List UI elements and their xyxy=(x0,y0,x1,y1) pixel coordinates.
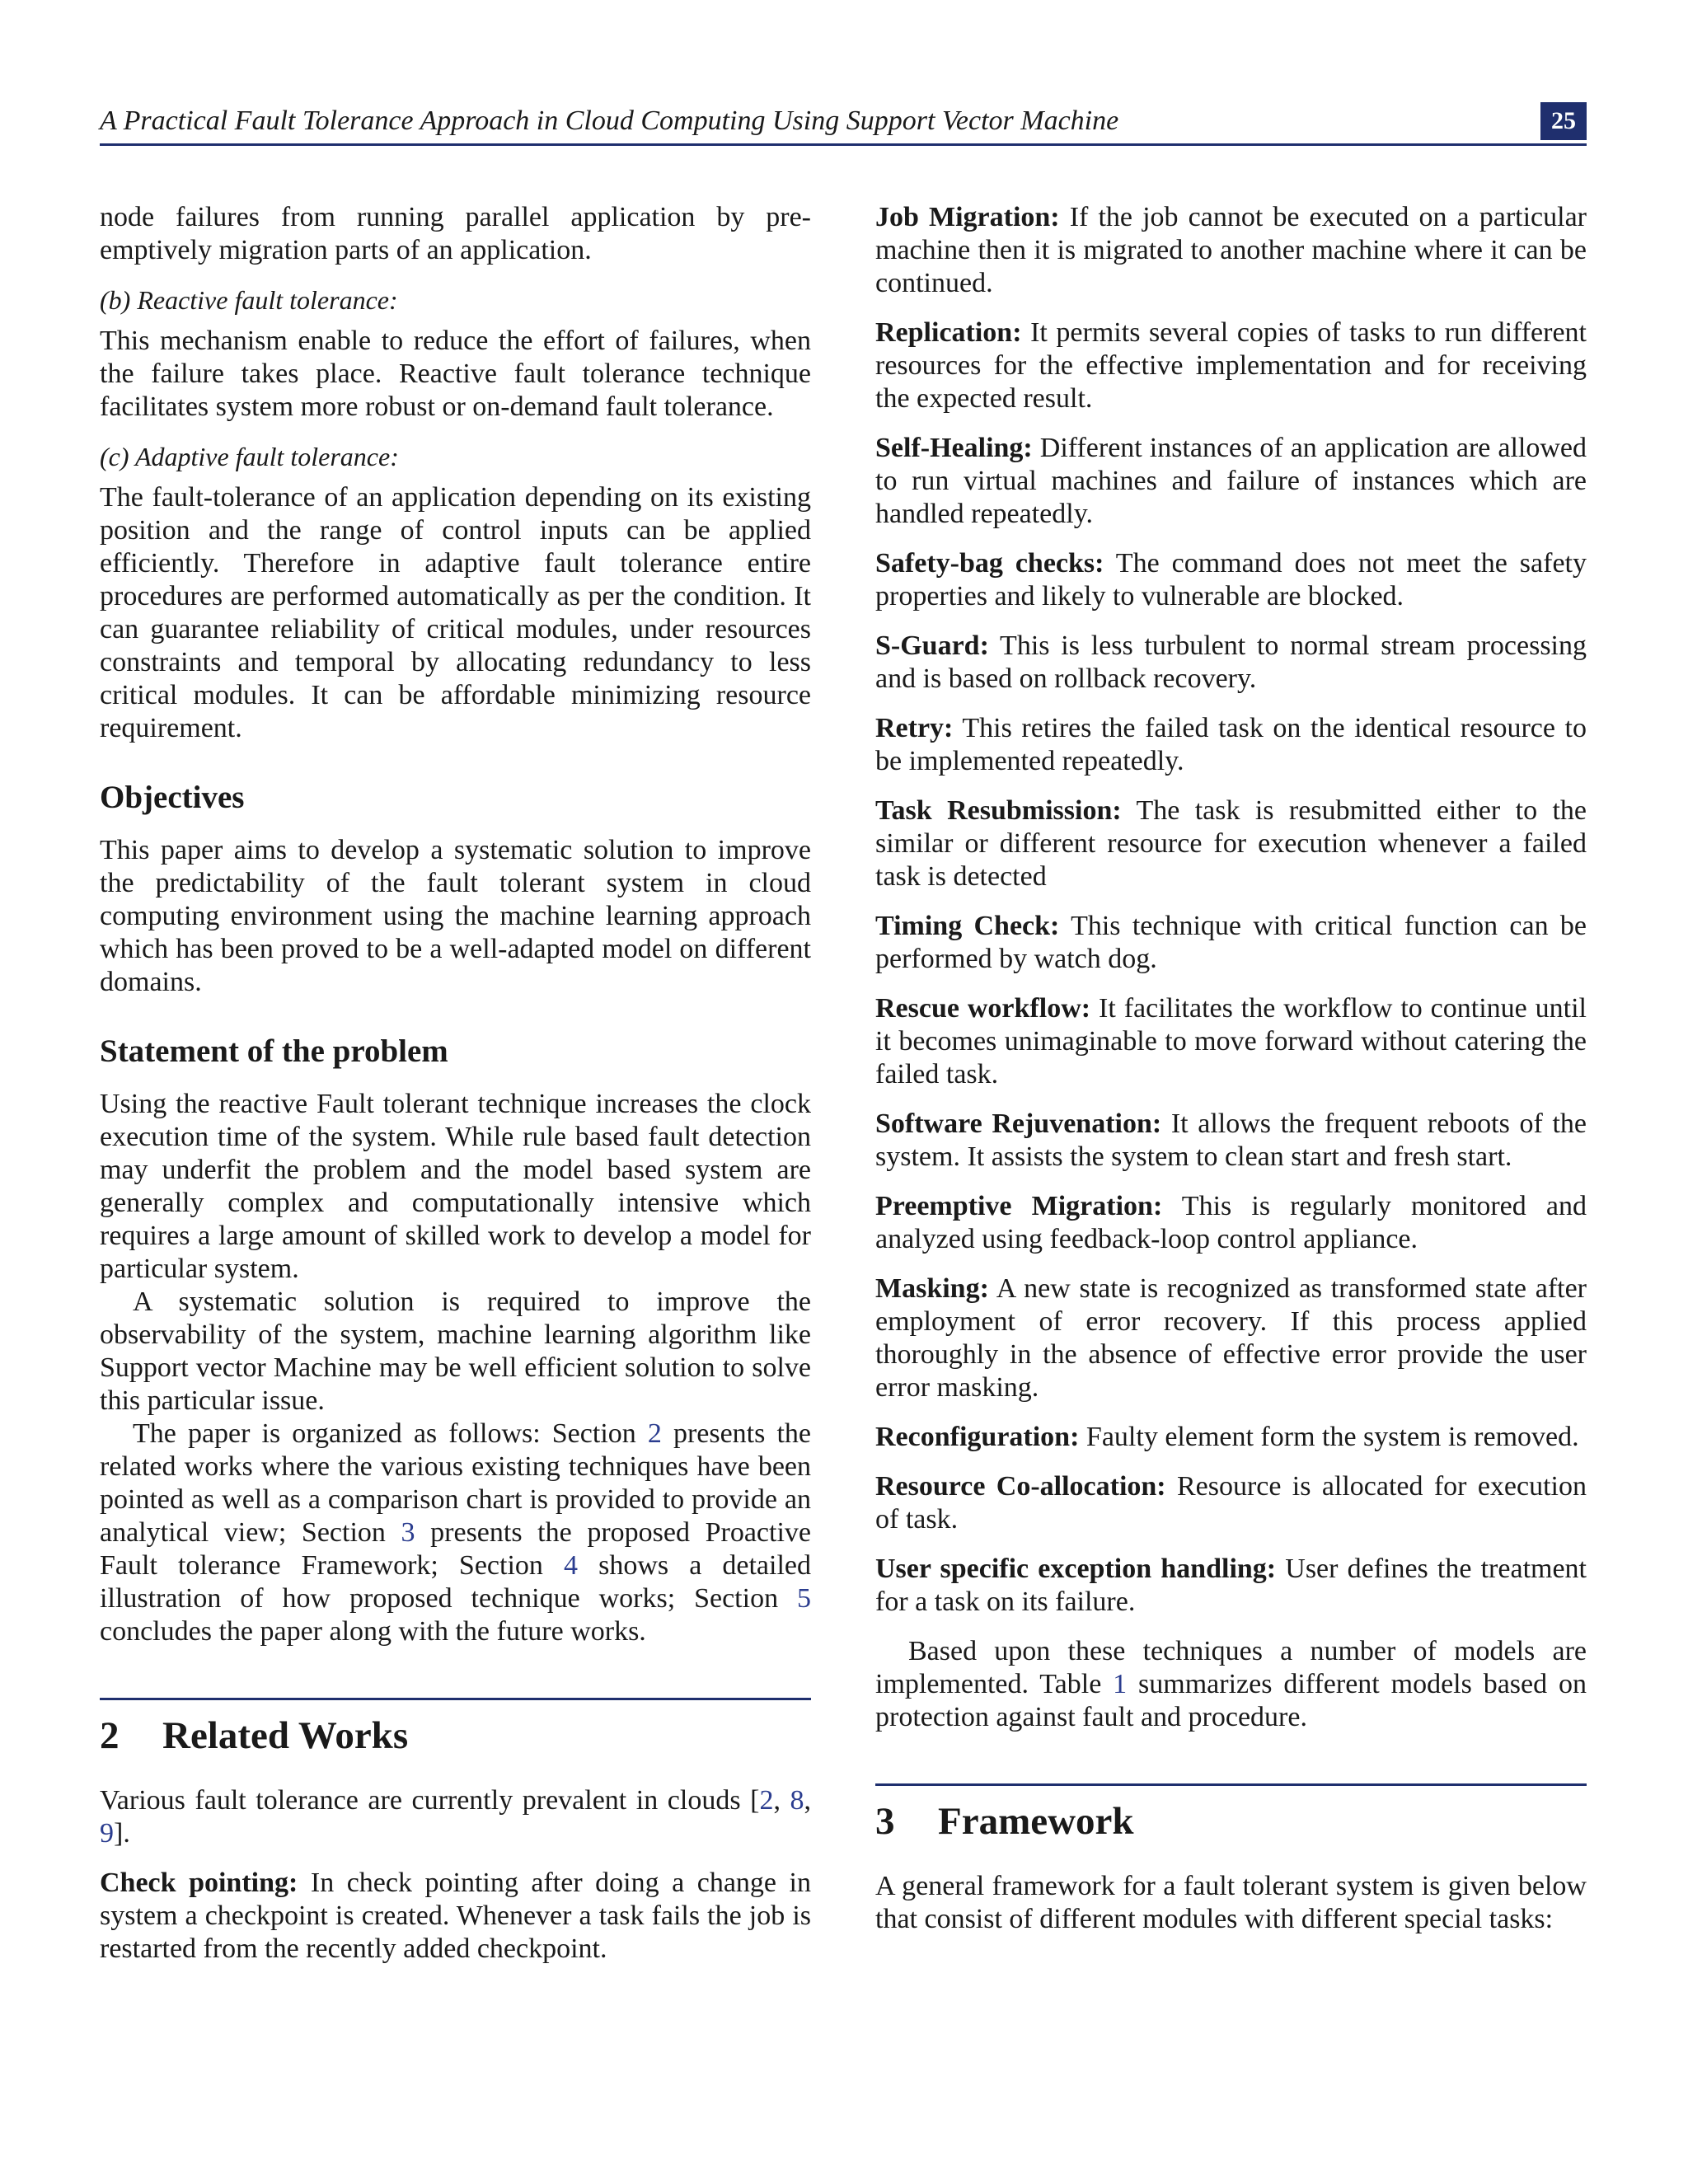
technique-term: Masking: xyxy=(875,1273,989,1304)
checkpointing-term: Check pointing: xyxy=(100,1868,298,1898)
technique-text: It permits several copies of tasks to run different resources for the effective implementation and for receiving the expected result. xyxy=(875,317,1587,414)
problem-heading: Statement of the problem xyxy=(100,1033,448,1069)
technique-text: This retires the failed task on the identical resource to be implemented repeatedly. xyxy=(875,713,1587,776)
org-text-3: presents the proposed Proactive Fault tolerance Framework; Section xyxy=(100,1517,811,1581)
section-number: 3 xyxy=(875,1800,895,1843)
technique-term: Self-Healing: xyxy=(875,433,1033,463)
right-column xyxy=(875,201,1587,1952)
technique-paragraph xyxy=(875,630,1587,696)
technique-term: S-Guard: xyxy=(875,630,989,661)
technique-text: It facilitates the workflow to continue until it becomes unimaginable to move forward without catering the failed task. xyxy=(875,993,1587,1090)
org-text-5: concludes the paper along with the future works. xyxy=(100,1616,646,1647)
framework-paragraph: A general framework for a fault tolerant system is given below that consist of different modules with different special tasks: xyxy=(875,1871,1587,1934)
reactive-subheading: (b) Reactive fault tolerance: xyxy=(100,285,398,315)
technique-term: User specific exception handling: xyxy=(875,1554,1277,1584)
problem-paragraph-1: Using the reactive Fault tolerant technique increases the clock execution time of the system. While rule based fault detection may underfit the problem and the model based system are generally complex and computationally intensive which requires a large amount of skilled work to develop a model for particular system. xyxy=(100,1089,811,1284)
technique-term: Software Rejuvenation: xyxy=(875,1108,1162,1139)
section-ref-3[interactable]: 3 xyxy=(401,1517,415,1548)
table-ref-1[interactable]: 1 xyxy=(1113,1669,1128,1699)
citation-2[interactable]: 2 xyxy=(759,1785,774,1816)
technique-paragraph xyxy=(875,1553,1587,1619)
checkpointing-text: In check pointing after doing a change in system a checkpoint is created. Whenever a task fails the job is restarted from the recently added checkpoint. xyxy=(100,1868,811,1964)
objectives-heading: Objectives xyxy=(100,780,245,815)
section-number: 2 xyxy=(100,1714,120,1757)
adaptive-paragraph: The fault-tolerance of an application depending on its existing position and the range of control inputs can be applied efficiently. Therefore in adaptive fault tolerance entire procedures are performed automatically as per the condition. It can guarantee reliability of critical modules, under resources constraints and temporal by allocating redundancy to less critical modules. It can be affordable minimizing resource requirement. xyxy=(100,482,811,743)
related-works-section xyxy=(100,1698,811,1760)
technique-paragraph xyxy=(875,712,1587,778)
technique-text: It allows the frequent reboots of the system. It assists the system to clean start and fresh start. xyxy=(875,1108,1587,1172)
technique-paragraph xyxy=(875,992,1587,1091)
problem-paragraph-2: A systematic solution is required to improve the observability of the system, machine learning algorithm like Support vector Machine may be well efficient solution to solve this particular issue. xyxy=(100,1286,811,1416)
technique-term: Retry: xyxy=(875,713,954,743)
page-number: 25 xyxy=(1540,102,1587,140)
technique-term: Resource Co-allocation: xyxy=(875,1471,1166,1502)
running-header xyxy=(100,104,1587,146)
technique-text: The command does not meet the safety properties and likely to vulnerable are blocked. xyxy=(875,548,1587,612)
section-title: Related Works xyxy=(162,1714,409,1757)
citation-8[interactable]: 8 xyxy=(790,1785,804,1816)
technique-text: The task is resubmitted either to the similar or different resource for execution whenever a failed task is detected xyxy=(875,795,1587,892)
technique-paragraph xyxy=(875,1108,1587,1174)
technique-paragraph xyxy=(875,316,1587,415)
technique-term: Safety-bag checks: xyxy=(875,548,1104,579)
technique-paragraph xyxy=(875,794,1587,893)
technique-text: This is less turbulent to normal stream processing and is based on rollback recovery. xyxy=(875,630,1587,694)
reactive-paragraph: This mechanism enable to reduce the effort of failures, when the failure takes place. Reactive fault tolerance technique facilitates system more robust or on-demand fault tolerance. xyxy=(100,326,811,422)
technique-paragraph xyxy=(875,1470,1587,1536)
related-works-heading xyxy=(100,1712,811,1760)
models-paragraph: Based upon these techniques a number of models are implemented. Table 1 summarizes different models based on protection against fault and procedure. xyxy=(875,1636,1587,1732)
technique-paragraph xyxy=(875,910,1587,976)
section-title: Framework xyxy=(938,1800,1134,1843)
checkpointing-paragraph xyxy=(100,1867,811,1966)
section-ref-4[interactable]: 4 xyxy=(564,1550,579,1581)
section-ref-2[interactable]: 2 xyxy=(647,1418,662,1449)
technique-paragraph xyxy=(875,547,1587,613)
technique-paragraph xyxy=(875,1190,1587,1256)
organization-paragraph xyxy=(100,1418,811,1648)
org-text-2: presents the related works where the various existing techniques have been pointed as well as a comparison chart is provided to provide an analytical view; Section xyxy=(100,1418,811,1548)
technique-text: Different instances of an application are allowed to run virtual machines and failure of instances which are handled repeatedly. xyxy=(875,433,1587,529)
intro-paragraph: node failures from running parallel application by pre-emptively migration parts of an application. xyxy=(100,202,811,265)
technique-text: User defines the treatment for a task on its failure. xyxy=(875,1554,1587,1617)
technique-text: Resource is allocated for execution of task. xyxy=(875,1471,1587,1535)
adaptive-subheading: (c) Adaptive fault tolerance: xyxy=(100,442,399,471)
technique-term: Reconfiguration: xyxy=(875,1422,1080,1452)
technique-text: Faulty element form the system is removed. xyxy=(1079,1422,1579,1452)
technique-paragraph xyxy=(875,1421,1587,1454)
related-intro-paragraph: Various fault tolerance are currently prevalent in clouds [2, 8, 9]. xyxy=(100,1785,811,1849)
citation-9[interactable]: 9 xyxy=(100,1818,114,1849)
org-text-1: The paper is organized as follows: Section xyxy=(133,1418,648,1449)
technique-text: A new state is recognized as transformed state after employment of error recovery. If this process applied thoroughly in the absence of effective error provide the user error masking. xyxy=(875,1273,1587,1403)
objectives-paragraph: This paper aims to develop a systematic solution to improve the predictability of the fault tolerant system in cloud computing environment using the machine learning approach which has been proved to be a well-adapted model on different domains. xyxy=(100,835,811,997)
technique-term: Timing Check: xyxy=(875,911,1060,941)
technique-text: This technique with critical function can be performed by watch dog. xyxy=(875,911,1587,974)
technique-term: Task Resubmission: xyxy=(875,795,1122,826)
header-title: A Practical Fault Tolerance Approach in Cloud Computing Using Support Vector Machine xyxy=(100,105,1119,136)
technique-term: Preemptive Migration: xyxy=(875,1191,1163,1221)
framework-heading xyxy=(875,1797,1587,1845)
technique-text: If the job cannot be executed on a particular machine then it is migrated to another machine where it can be continued. xyxy=(875,202,1587,298)
related-intro-text: Various fault tolerance are currently prevalent in clouds [ xyxy=(100,1785,760,1816)
technique-term: Job Migration: xyxy=(875,202,1060,232)
technique-paragraph xyxy=(875,432,1587,531)
left-column xyxy=(100,201,811,1982)
technique-list xyxy=(875,201,1587,1619)
technique-paragraph xyxy=(875,201,1587,300)
section-ref-5[interactable]: 5 xyxy=(797,1583,811,1614)
framework-section xyxy=(875,1783,1587,1845)
technique-term: Rescue workflow: xyxy=(875,993,1091,1024)
technique-term: Replication: xyxy=(875,317,1022,348)
technique-text: This is regularly monitored and analyzed using feedback-loop control appliance. xyxy=(875,1191,1587,1254)
org-text-4: shows a detailed illustration of how proposed technique works; Section xyxy=(100,1550,812,1614)
technique-paragraph xyxy=(875,1272,1587,1404)
